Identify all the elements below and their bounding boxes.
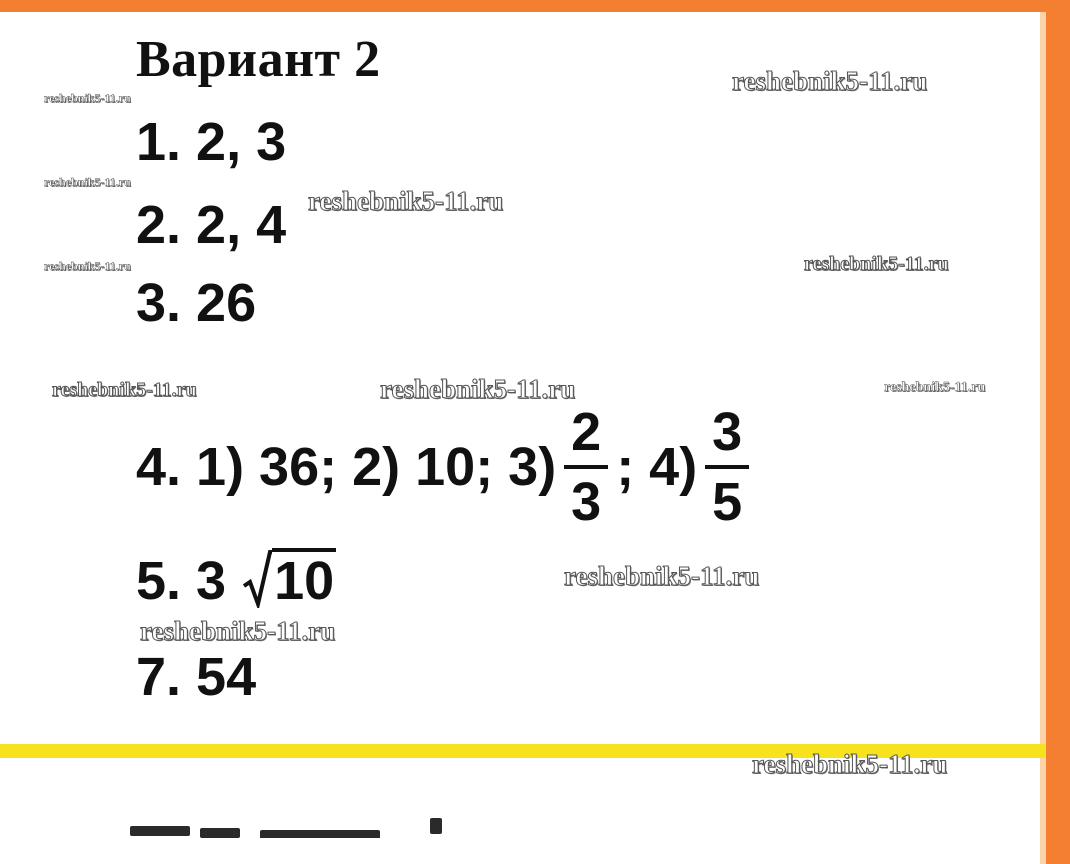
answer-1: 1. 2, 3 — [136, 112, 287, 172]
top-orange-border — [0, 0, 1070, 12]
watermark: reshebnik5-11.ru — [308, 186, 504, 216]
square-root — [242, 548, 336, 611]
radicand: 10 — [272, 548, 336, 608]
fraction-bar — [564, 465, 608, 469]
answer-4 — [136, 402, 757, 532]
fraction-numerator: 3 — [712, 402, 743, 462]
watermark: reshebnik5-11.ru — [44, 91, 131, 105]
watermark: reshebnik5-11.ru — [732, 66, 928, 96]
watermark: reshebnik5-11.ru — [884, 380, 986, 395]
fraction-denominator: 3 — [571, 472, 602, 532]
watermark: reshebnik5-11.ru — [44, 259, 131, 273]
cut-off-next-heading — [130, 818, 460, 838]
watermark: reshebnik5-11.ru — [380, 374, 576, 404]
watermark: reshebnik5-11.ru — [52, 379, 197, 401]
watermark: reshebnik5-11.ru — [140, 616, 336, 646]
answer-3: 3. 26 — [136, 273, 257, 333]
answer-5-prefix: 5. 3 — [136, 551, 227, 611]
right-orange-border — [1046, 0, 1070, 864]
fraction-numerator: 2 — [571, 402, 602, 462]
watermark: reshebnik5-11.ru — [752, 749, 948, 779]
watermark: reshebnik5-11.ru — [564, 561, 760, 591]
fraction-three-fifths — [705, 402, 749, 532]
radical-sign-icon — [242, 550, 272, 608]
answer-2: 2. 2, 4 — [136, 195, 287, 255]
fraction-bar — [705, 465, 749, 469]
answer-4-middle: ; 4) — [616, 437, 698, 497]
answer-7: 7. 54 — [136, 647, 257, 707]
watermark: reshebnik5-11.ru — [804, 253, 949, 275]
page-title: Вариант 2 — [136, 31, 381, 88]
answer-4-prefix: 4. 1) 36; 2) 10; 3) — [136, 437, 557, 497]
watermark: reshebnik5-11.ru — [44, 175, 131, 189]
answer-5 — [136, 548, 336, 611]
fraction-denominator: 5 — [712, 472, 743, 532]
fraction-two-thirds — [564, 402, 608, 532]
